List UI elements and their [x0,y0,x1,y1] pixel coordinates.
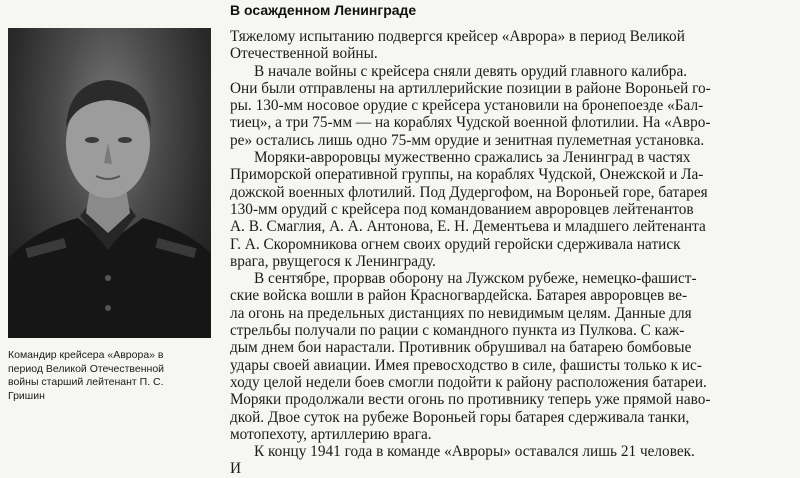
article-line: И [230,460,242,478]
article-line: Моряки-авроровцы мужественно сражались за Ленинград в частях [254,149,691,167]
article-line: дожской военных флотилий. Под Дудергофом, на Вороньей горе, батарея [230,183,708,201]
article-line: ре» остались лишь одно 75-мм орудие и зенитная пулеметная установка. [230,131,705,149]
portrait-illustration [8,28,211,338]
article-line: стрельбы получали по рации с командного пункта из Пулкова. С каж- [230,322,685,340]
article-line: тиец», а три 75-мм — на кораблях Чудской военной флотилии. На «Авро- [230,114,711,132]
article-line: врага, рвущегося к Ленинграду. [230,252,436,270]
article-line: мотопехоту, артиллерию врага. [230,425,432,443]
article-line: Приморской оперативной группы, на кораблях Чудской, Онежской и Ла- [230,166,704,184]
caption-line: Командир крейсера «Аврора» в [8,349,164,361]
article-line: Моряки продолжали вести огонь по противнику теперь уже прямой наво- [230,391,711,409]
article-line: ла огонь на предельных дистанциях по невидимым целям. Данные для [230,304,692,322]
caption-line: войны старший лейтенант П. С. [8,376,164,388]
article-body [230,28,790,478]
article-line: ры. 130-мм носовое орудие с крейсера установили на бронепоезде «Бал- [230,97,704,115]
article-line: В сентябре, прорвав оборону на Лужском рубеже, немецко-фашист- [254,270,697,288]
article-line: удары своей авиации. Имея превосходство в силе, фашисты только к ис- [230,356,702,374]
article-line: ские войска вошли в район Красногвардейска. Батарея авроровцев ве- [230,287,688,305]
article-line: Отечественной войны. [230,45,378,63]
article-line: В начале войны с крейсера сняли девять орудий главного калибра. [254,62,688,80]
article-line: Тяжелому испытанию подвергся крейсер «Аврора» в период Великой [230,28,685,45]
portrait-photo [8,28,211,338]
article-line: ходу целой недели боев смогли подойти к району расположения батареи. [230,373,707,391]
article-line: Они были отправлены на артиллерийские позиции в районе Вороньей го- [230,79,711,97]
section-heading: В осажденном Ленинграде [230,2,417,18]
article-line: дым днем бои нарастали. Противник обрушивал на батарею бомбовые [230,339,692,357]
article-line: 130-мм орудий с крейсера под командованием авроровцев лейтенантов [230,200,694,218]
article-line: дкой. Двое суток на рубеже Вороньей горы батарея сдерживала танки, [230,408,690,426]
article-line: А. В. Смаглия, А. А. Антонова, Е. Н. Дементьева и младшего лейтенанта [230,218,706,236]
caption-line: период Великой Отечественной [8,362,165,375]
caption-line: Гришин [8,389,45,402]
photo-caption [8,349,218,403]
article-line: Г. А. Скоромникова огнем своих орудий геройски сдерживала натиск [230,235,681,253]
article-line: К концу 1941 года в команде «Авроры» оставался лишь 21 человек. [254,443,695,461]
